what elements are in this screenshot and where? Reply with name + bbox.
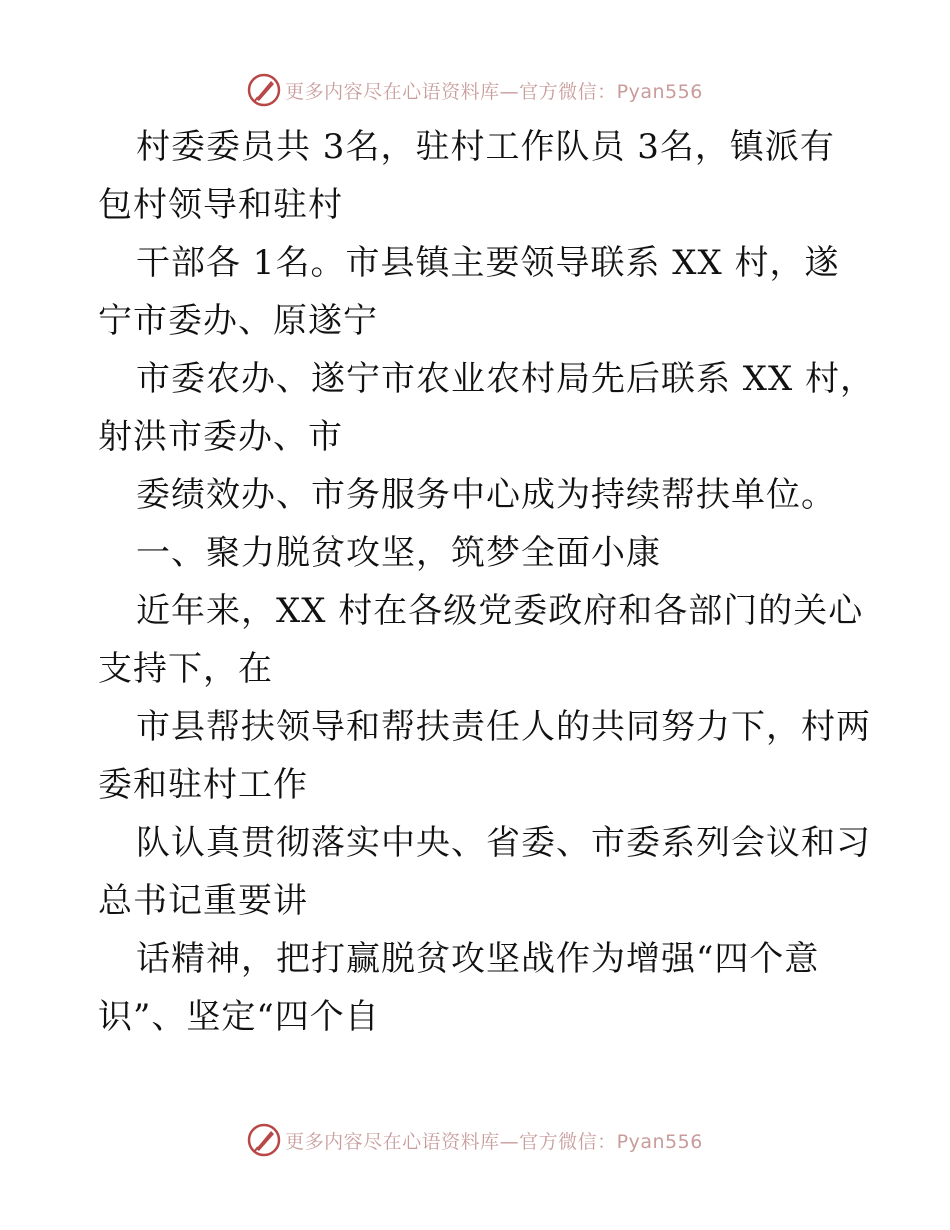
paragraph-line: 支持下，在	[98, 649, 273, 689]
paragraph-line: 识”、坚定“四个自	[98, 997, 380, 1037]
paragraph	[98, 466, 858, 524]
paragraph-line: 队认真贯彻落实中央、省委、市委系列会议和习	[136, 823, 871, 863]
paragraph	[98, 234, 858, 350]
paragraph-line: 话精神，把打赢脱贫攻坚战作为增强“四个意	[136, 939, 820, 979]
section-heading-text: 一、聚力脱贫攻坚，筑梦全面小康	[136, 533, 661, 573]
paragraph-line: 委绩效办、市务服务中心成为持续帮扶单位。	[136, 475, 836, 515]
paragraph	[98, 930, 858, 1046]
watermark-text: 更多内容尽在心语资料库—官方微信：Pyan556	[285, 1130, 703, 1153]
paragraph-line: 干部各 1名。市县镇主要领导联系 XX 村，遂	[136, 243, 840, 283]
paragraph	[98, 118, 858, 234]
section-heading	[98, 524, 858, 582]
paragraph-line: 宁市委办、原遂宁	[98, 301, 378, 341]
paragraph	[98, 814, 871, 930]
paragraph-line: 村委委员共 3名，驻村工作队员 3名，镇派有	[136, 127, 835, 167]
paragraph	[98, 350, 876, 466]
paragraph-line: 市委农办、遂宁市农业农村局先后联系 XX 村，	[136, 359, 876, 399]
watermark-text: 更多内容尽在心语资料库—官方微信：Pyan556	[285, 80, 703, 103]
paragraph-line: 市县帮扶领导和帮扶责任人的共同努力下，村两	[136, 707, 871, 747]
paragraph-line: 总书记重要讲	[98, 881, 308, 921]
paragraph	[98, 698, 871, 814]
paragraph-line: 包村领导和驻村	[98, 185, 343, 225]
document-body	[98, 118, 876, 1046]
paragraph-line: 射洪市委办、市	[98, 417, 343, 457]
footer-watermark	[0, 1120, 950, 1160]
paragraph-line: 委和驻村工作	[98, 765, 308, 805]
quill-pen-logo-icon	[247, 1123, 281, 1157]
paragraph-line: 近年来，XX 村在各级党委政府和各部门的关心	[136, 591, 864, 631]
paragraph	[98, 582, 864, 698]
header-watermark	[0, 70, 950, 110]
quill-pen-logo-icon	[247, 73, 281, 107]
